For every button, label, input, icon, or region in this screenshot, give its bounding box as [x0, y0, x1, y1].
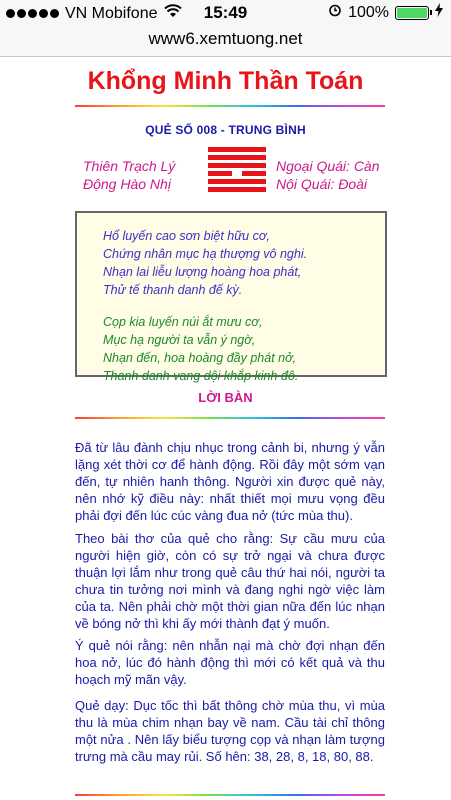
commentary-paragraph: Đã từ lâu đành chịu nhục trong cảnh bi, nhưng ý vẫn lặng xét thời cơ để hành động. Rồi đây một sớm vạn đến, tự nhiên hanh thông. Người xin được quẻ này, nên nhớ kỹ điều này: nhất thiết mọi mưu vọng đều phải đợi đến lúc cúc vàng đua nở (tức mùa thu). — [75, 440, 385, 523]
address-bar-url[interactable]: www6.xemtuong.net — [148, 29, 303, 48]
poem-line: Nhạn lai liễu lượng hoàng hoa phát, — [103, 265, 302, 279]
signal-strength-icon — [6, 9, 59, 18]
moving-line: Động Hào Nhị — [83, 176, 171, 192]
charging-bolt-icon — [435, 3, 443, 22]
alarm-clock-icon — [328, 3, 342, 22]
status-bar — [0, 0, 451, 26]
wifi-icon — [164, 4, 182, 23]
commentary-paragraph: Quẻ dạy: Dục tốc thì bất thông chờ mùa thu, vì mùa thu là mùa chim nhạn bay về nam. Cầu tài chỉ thông một nửa . Nên lấy biểu tượng cọp và nhạn làm tượng trưng mà cầu may rủi. Số hên: 38, 28, 8, 18, 80, 88. — [75, 698, 385, 764]
status-left — [6, 4, 182, 23]
hexagram-name: Thiên Trạch Lý — [83, 158, 176, 174]
hexagram-line — [208, 179, 266, 184]
poem-line: Chứng nhân mục hạ thượng vô nghi. — [103, 247, 308, 261]
outer-trigram: Ngoại Quái: Càn — [276, 158, 380, 174]
page-content[interactable] — [0, 57, 451, 800]
commentary-paragraph: Theo bài thơ của quẻ cho rằng: Sự cầu mưu của người hiện giờ, còn có sự trở ngại và chưa được thuận lợi lắm như trong quẻ câu thứ hai nói, người ta chưa tin tưởng nơi mình và đang nghi ngờ việc làm của ta. Nên phải chờ một thời gian nữa đến lúc nhạn về bóng nở thì khi ấy mới thành đạt ý muốn. — [75, 531, 385, 631]
poem-translation-line: Nhạn đến, hoa hoàng đầy phát nở, — [103, 351, 297, 365]
status-right — [328, 3, 443, 22]
footer-divider — [75, 794, 385, 796]
poem-line: Thử tế thanh danh đế kỳ. — [103, 283, 243, 297]
hexagram-right-info — [276, 157, 380, 193]
battery-percent: 100% — [348, 3, 389, 21]
poem-translation-line: Cọp kia luyến núi ắt mưu cơ, — [103, 315, 263, 329]
hexagram-subtitle: QUẺ SỐ 008 - TRUNG BÌNH — [145, 123, 306, 137]
hexagram-line — [208, 187, 266, 192]
hexagram-symbol — [208, 147, 266, 195]
section-heading: LỜI BÀN — [198, 390, 253, 405]
battery-icon — [395, 6, 429, 20]
page-title: Khổng Minh Thần Toán — [87, 67, 364, 95]
hexagram-left-info — [83, 157, 175, 193]
poem-box — [75, 211, 387, 383]
hexagram-line — [208, 147, 266, 152]
carrier-name: VN Mobifone — [65, 4, 158, 22]
poem-line: Hổ luyến cao sơn biệt hữu cơ, — [103, 229, 270, 243]
clock-time: 15:49 — [203, 3, 248, 22]
poem-translation-line: Mục hạ người ta vẫn ý ngờ, — [103, 333, 256, 347]
hexagram-line — [208, 155, 266, 160]
section-divider — [75, 417, 385, 419]
title-divider — [75, 105, 385, 107]
commentary-paragraph: Ý quẻ nói rằng: nên nhẫn nại mà chờ đợi nhạn đến hoa nở, lúc đó hành động thì mới có kết quả và thu hoạch mỹ mãn vậy. — [75, 638, 385, 687]
hexagram-line — [208, 171, 266, 176]
hexagram-line — [208, 163, 266, 168]
address-bar[interactable] — [0, 26, 451, 57]
poem-translation-line: Thanh danh vang dội khắp kinh đô. — [103, 369, 299, 383]
inner-trigram: Nội Quái: Đoài — [276, 176, 368, 192]
